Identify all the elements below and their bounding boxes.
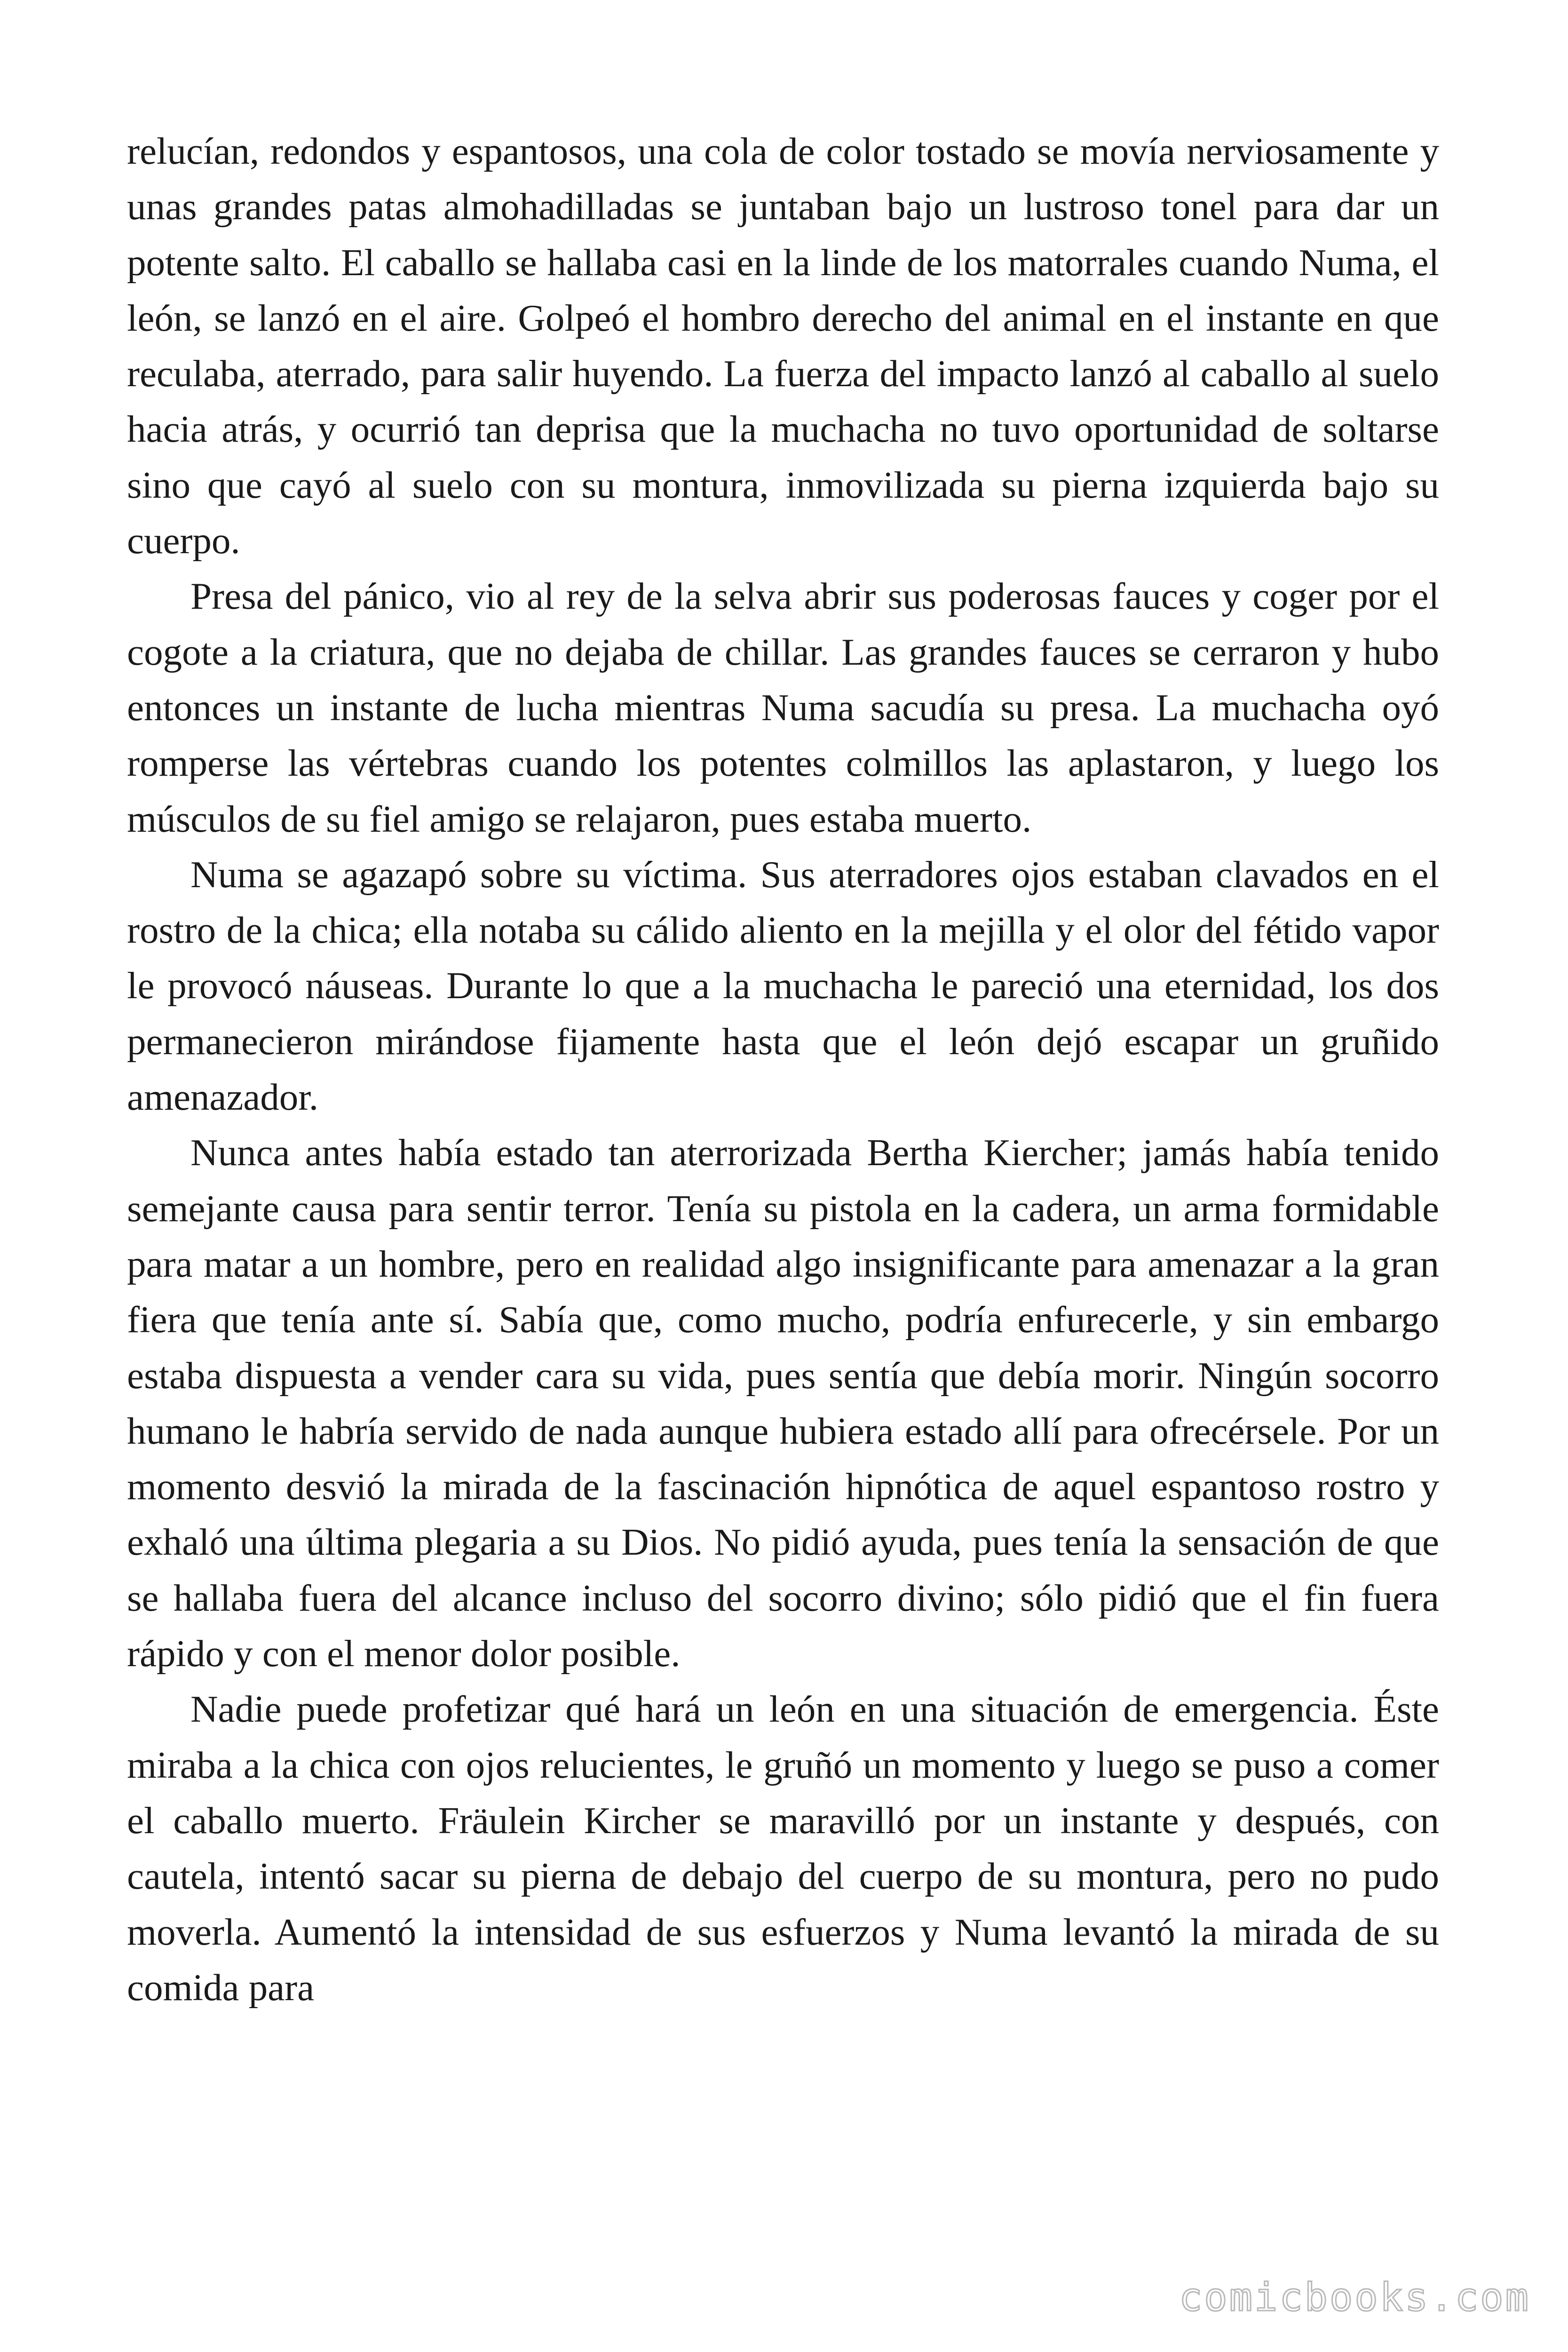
page-body (127, 123, 1439, 2231)
paragraph-4: Nunca antes había estado tan aterrorizada Bertha Kiercher; jamás había tenido semejante causa para sentir terror. Tenía su pistola en la cadera, un arma formidable para matar a un hombre, pero en realidad algo insignificante para amenazar a la gran fiera que tenía ante sí. Sabía que, como mucho, podría enfurecerle, y sin embargo estaba dispuesta a vender cara su vida, pues sentía que debía morir. Ningún socorro humano le habría servido de nada aunque hubiera estado allí para ofrecérsele. Por un momento desvió la mirada de la fascinación hipnótica de aquel espantoso rostro y exhaló una última plegaria a su Dios. No pidió ayuda, pues tenía la sensación de que se hallaba fuera del alcance incluso del socorro divino; sólo pidió que el fin fuera rápido y con el menor dolor posible. (127, 1131, 1439, 1675)
paragraph-2: Presa del pánico, vio al rey de la selva abrir sus poderosas fauces y coger por el cogote a la criatura, que no dejaba de chillar. Las grandes fauces se cerraron y hubo entonces un instante de lucha mientras Numa sacudía su presa. La muchacha oyó romperse las vértebras cuando los potentes colmillos las aplastaron, y luego los músculos de su fiel amigo se relajaron, pues estaba muerto. (127, 575, 1439, 840)
paragraph-3: Numa se agazapó sobre su víctima. Sus aterradores ojos estaban clavados en el rostro de la chica; ella notaba su cálido aliento en la mejilla y el olor del fétido vapor le provocó náuseas. Durante lo que a la muchacha le pareció una eternidad, los dos permanecieron mirándose fijamente hasta que el león dejó escapar un gruñido amenazador. (127, 853, 1439, 1119)
watermark-logo: comicbooks.com (1179, 2275, 1530, 2320)
paragraph-1: relucían, redondos y espantosos, una cola de color tostado se movía nerviosamente y unas grandes patas almohadilladas se juntaban bajo un lustroso tonel para dar un potente salto. El caballo se hallaba casi en la linde de los matorrales cuando Numa, el león, se lanzó en el aire. Golpeó el hombro derecho del animal en el instante en que reculaba, aterrado, para salir huyendo. La fuerza del impacto lanzó al caballo al suelo hacia atrás, y ocurrió tan deprisa que la muchacha no tuvo oportunidad de soltarse sino que cayó al suelo con su montura, inmovilizada su pierna izquierda bajo su cuerpo. (127, 130, 1439, 562)
paragraph-5: Nadie puede profetizar qué hará un león en una situación de emergencia. Éste miraba a la chica con ojos relucientes, le gruñó un momento y luego se puso a comer el caballo muerto. Fräulein Kircher se maravilló por un instante y después, con cautela, intentó sacar su pierna de debajo del cuerpo de su montura, pero no pudo moverla. Aumentó la intensidad de sus esfuerzos y Numa levantó la mirada de su comida para (127, 1688, 1439, 2009)
